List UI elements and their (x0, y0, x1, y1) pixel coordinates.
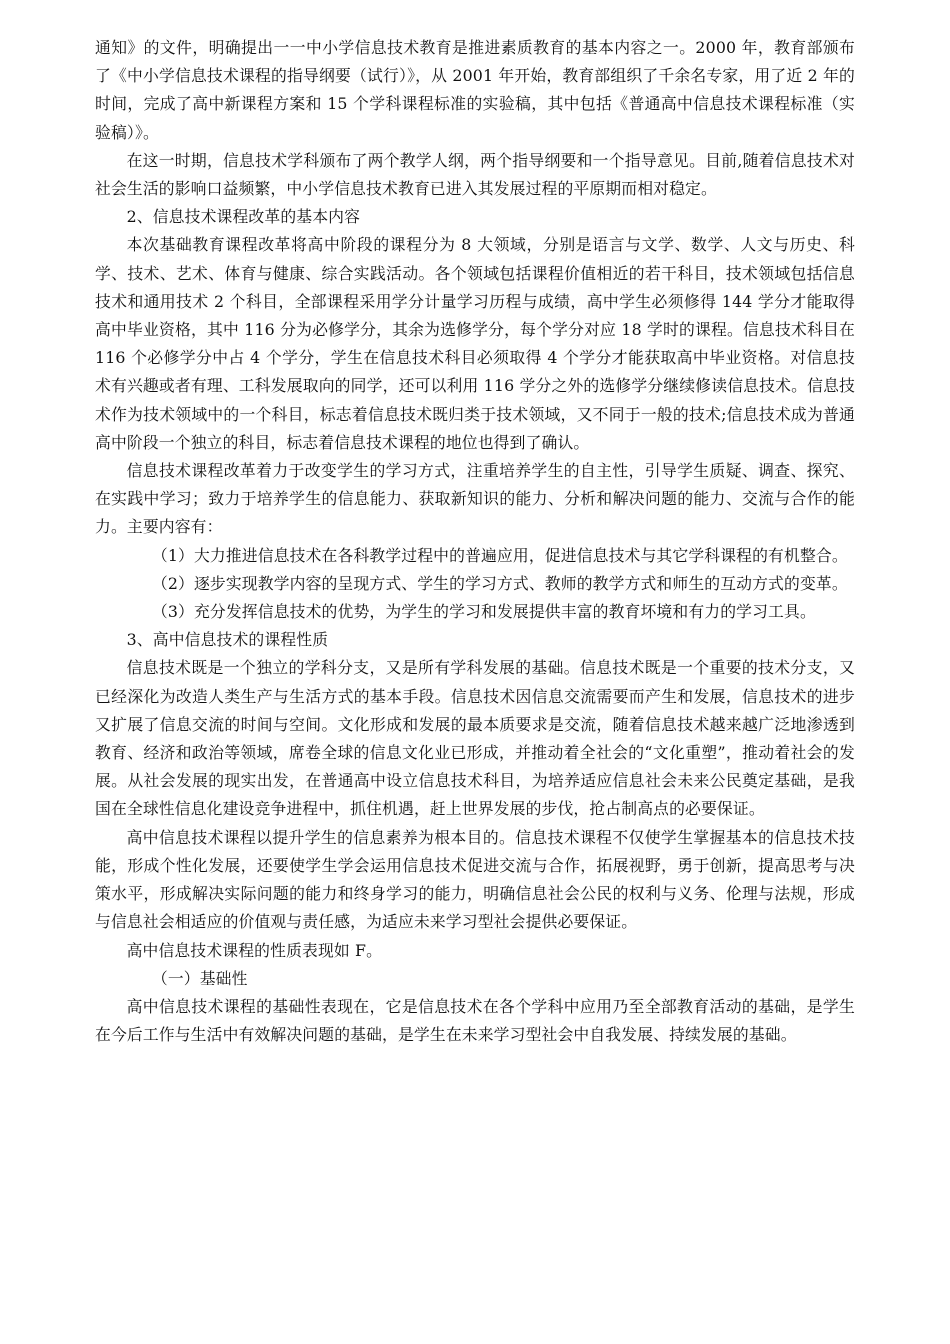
paragraph-period-summary: 在这一时期，信息技术学科颁布了两个教学人纲，两个指导纲要和一个指导意见。目前,随着信息技术对社会生活的影响口益频繁，中小学信息技术教育已进入其发展过程的平原期而相对稳定。 (95, 150, 855, 199)
list-item-2: （2）逐步实现教学内容的呈现方式、学生的学习方式、教师的教学方式和师生的互动方式的变革。 (151, 573, 848, 593)
paragraph-basic-nature: 高中信息技术课程的基础性表现在，它是信息技术在各个学科中应用乃至全部教育活动的基础，是学生在今后工作与生活中有效解决问题的基础，是学生在未来学习型社会中自我发展、持续发展的基础。 (95, 996, 855, 1045)
list-item-1: （1）大力推进信息技术在各科教学过程中的普遍应用，促进信息技术与其它学科课程的有机整合。 (151, 545, 848, 565)
paragraph-nature-intro: 高中信息技术课程的性质表现如 F。 (126, 940, 383, 960)
list-item-3: （3）充分发挥信息技术的优势，为学生的学习和发展提供丰富的教育坏境和有力的学习工具。 (151, 602, 816, 622)
section-heading-2: 2、信息技术课程改革的基本内容 (126, 207, 361, 227)
section-heading-3: 3、高中信息技术的课程性质 (126, 630, 329, 650)
paragraph-curriculum-areas: 本次基础教育课程改革将高中阶段的课程分为 8 大领域，分别是语言与文学、数学、人文与历史、科学、技术、艺术、体育与健康、综合实践活动。各个领域包括课程价值相近的若干科目，技术领域包括信息技术和通用技术 2 个科目，全部课程采用学分计量学习历程与成绩，高中学生必须修得 144 学分才能取得高中毕业资格，其中 116 分为必修学分，其余为选修学分，每个学分对应 18 学时的课程。信息技术科目在 116 个必修学分中占 4 个学分，学生在信息技术科目必须取得 4 个学分才能获取高中毕业资格。对信息技术有兴趣或者有理、工科发展取向的同学，还可以利用 116 学分之外的选修学分继续修读信息技术。信息技术作为技术领域中的一个科目，标志着信息技术既归类于技术领域，又不同于一般的技术;信息技术成为普通高中阶段一个独立的科目，标志着信息技术课程的地位也得到了确认。 (95, 235, 855, 452)
paragraph-discipline-nature: 信息技术既是一个独立的学科分支，又是所有学科发展的基础。信息技术既是一个重要的技术分支，又已经深化为改造人类生产与生活方式的基本手段。信息技术因信息交流需要而产生和发展，信息技术的进步又扩展了信息交流的时间与空间。文化形成和发展的最本质要求是交流，随着信息技术越来越广泛地渗透到教育、经济和政治等领域，席卷全球的信息文化业已形成，并推动着全社会的“文化重塑”，推动着社会的发展。从社会发展的现实出发，在普通高中设立信息技术科目，为培养适应信息社会未来公民奠定基础，是我国在全球性信息化建设竞争进程中，抓住机遇，赶上世界发展的步伐，抢占制高点的必要保证。 (95, 658, 855, 819)
paragraph-reform-focus: 信息技术课程改革着力于改变学生的学习方式，注重培养学生的自主性，引导学生质疑、调查、探究、在实践中学习；致力于培养学生的信息能力、获取新知识的能力、分析和解决问题的能力、交流与合作的能力。主要内容有： (95, 461, 855, 537)
document-page (95, 34, 855, 1049)
paragraph-intro-continuation: 通知》的文件，明确提出一一中小学信息技术教育是推进素质教育的基本内容之一。2000 年，教育部颁布了《中小学信息技术课程的指导纲要（试行）》，从 2001 年开始，教育部组织了千余名专家，用了近 2 年的时间，完成了高中新课程方案和 15 个学科课程标准的实验稿，其中包括《普通高中信息技术课程标准（实验稿）》。 (95, 38, 855, 142)
paragraph-course-goal: 高中信息技术课程以提升学生的信息素养为根本目的。信息技术课程不仅使学生掌握基本的信息技术技能，形成个性化发展，还要使学生学会运用信息技术促进交流与合作，拓展视野，勇于创新，提高思考与决策水平，形成解决实际问题的能力和终身学习的能力，明确信息社会公民的权利与义务、伦理与法规，形成与信息社会相适应的价值观与责任感，为适应未来学习型社会提供必要保证。 (95, 827, 855, 932)
subsection-heading-basic: （一）基础性 (151, 968, 248, 988)
